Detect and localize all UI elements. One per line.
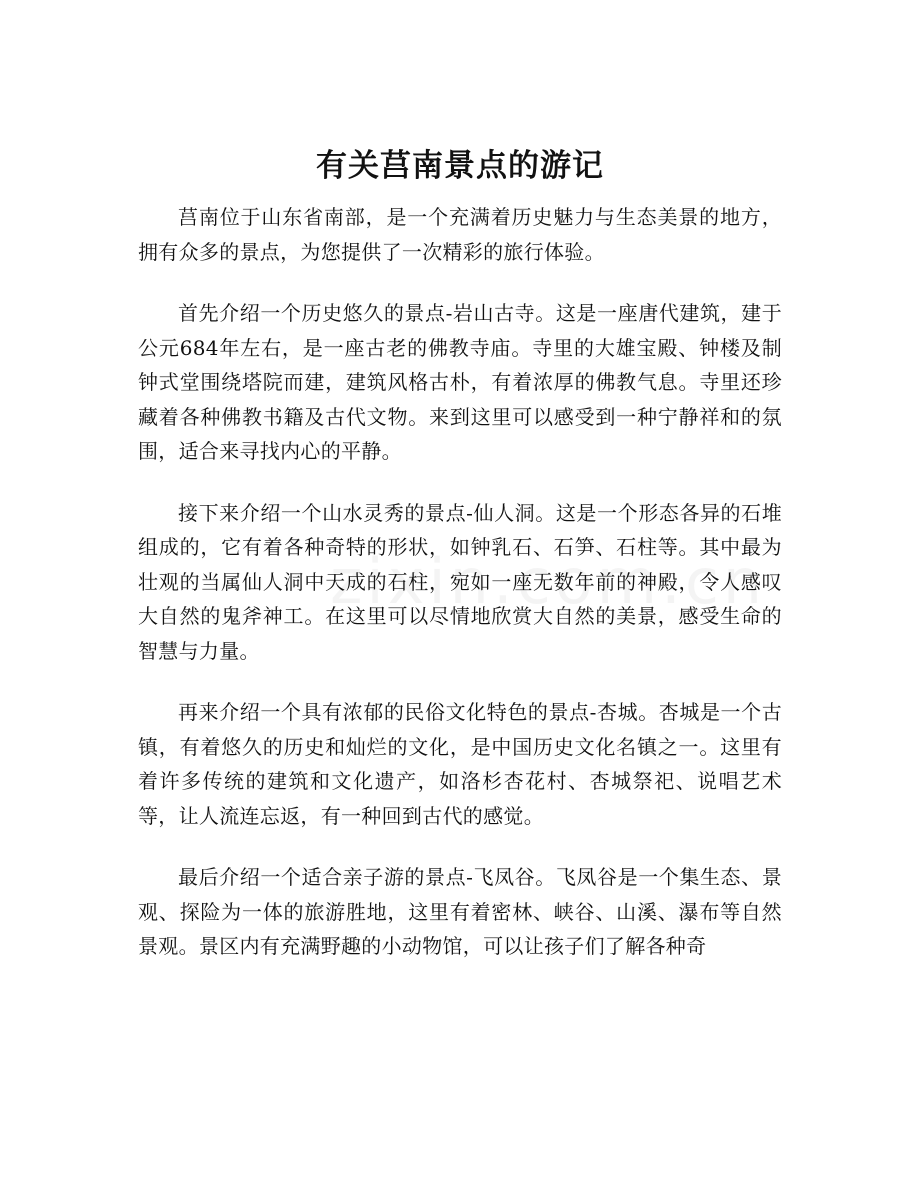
paragraph-xianren-cave: 接下来介绍一个山水灵秀的景点-仙人洞。这是一个形态各异的石堆组成的，它有着各种奇特的形状，如钟乳石、石笋、石柱等。其中最为壮观的当属仙人洞中天成的石柱，宛如一座无数年前的神殿，令人感叹大自然的鬼斧神工。在这里可以尽情地欣赏大自然的美景，感受生命的智慧与力量。 bbox=[138, 500, 782, 663]
page-title: 有关莒南景点的游记 bbox=[316, 148, 604, 184]
paragraph-xingcheng: 再来介绍一个具有浓郁的民俗文化特色的景点-杏城。杏城是一个古镇，有着悠久的历史和灿烂的文化，是中国历史文化名镇之一。这里有着许多传统的建筑和文化遗产，如洛杉杏花村、杏城祭祀、说唱艺术等，让人流连忘返，有一种回到古代的感觉。 bbox=[138, 700, 782, 828]
article-body bbox=[138, 200, 782, 991]
paragraph-intro: 莒南位于山东省南部，是一个充满着历史魅力与生态美景的地方，拥有众多的景点，为您提供了一次精彩的旅行体验。 bbox=[138, 205, 782, 264]
paragraph-feifeng-valley: 最后介绍一个适合亲子游的景点-飞凤谷。飞凤谷是一个集生态、景观、探险为一体的旅游胜地，这里有着密林、峡谷、山溪、瀑布等自然景观。景区内有充满野趣的小动物馆，可以让孩子们了解各种奇 bbox=[138, 865, 782, 958]
paragraph-yanshan-temple: 首先介绍一个历史悠久的景点-岩山古寺。这是一座唐代建筑，建于公元684年左右，是一座古老的佛教寺庙。寺里的大雄宝殿、钟楼及制钟式堂围绕塔院而建，建筑风格古朴，有着浓厚的佛教气息。寺里还珍藏着各种佛教书籍及古代文物。来到这里可以感受到一种宁静祥和的氛围，适合来寻找内心的平静。 bbox=[138, 301, 782, 463]
